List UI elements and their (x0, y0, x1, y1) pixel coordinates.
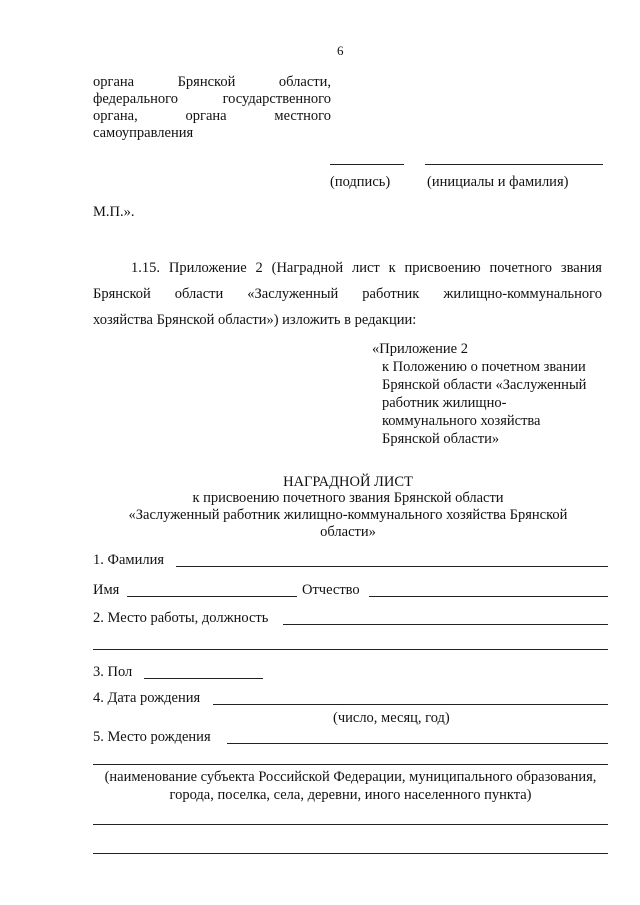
organ-text (93, 74, 331, 142)
surname-field[interactable] (176, 566, 608, 567)
form-title: НАГРАДНОЙ ЛИСТ (283, 474, 413, 490)
birth-place-hint-2: города, поселка, села, деревни, иного населенного пункта) (169, 787, 532, 803)
amendment-line-2: Брянской области «Заслуженный работник жилищно-коммунального (93, 286, 602, 302)
form-subtitle-3: области» (320, 524, 376, 540)
stamp-mark: М.П.». (93, 204, 135, 220)
signature-label: (подпись) (330, 174, 391, 190)
initials-label: (инициалы и фамилия) (427, 174, 569, 190)
birth-place-hint-1: (наименование субъекта Российской Федерации, муниципального образования, (104, 769, 597, 785)
workplace-field-continued[interactable] (93, 649, 608, 650)
sex-field[interactable] (144, 678, 263, 679)
birth-place-label: 5. Место рождения (93, 729, 211, 745)
initials-line (425, 164, 603, 165)
surname-label: 1. Фамилия (93, 552, 164, 568)
workplace-label: 2. Место работы, должность (93, 610, 269, 626)
amendment-line-1: 1.15. Приложение 2 (Наградной лист к присвоению почетного звания (131, 260, 602, 276)
workplace-field[interactable] (283, 624, 608, 625)
sex-label: 3. Пол (93, 664, 133, 680)
organ-line-2: федерального государственного (93, 91, 331, 107)
birth-date-field[interactable] (213, 704, 608, 705)
appendix-header: «Приложение 2 к Положению о почетном звании Брянской области «Заслуженный работник жилищно- коммунального хозяйства Брянской области» (372, 341, 587, 447)
birth-date-label: 4. Дата рождения (93, 690, 201, 706)
amendment-line-3: хозяйства Брянской области») изложить в редакции: (93, 312, 417, 328)
extra-line-1[interactable] (93, 824, 608, 825)
organ-line-4: самоуправления (93, 125, 194, 141)
birth-place-field-continued[interactable] (93, 764, 608, 765)
organ-line-3: органа, органа местного (93, 108, 331, 124)
birth-place-field[interactable] (227, 743, 608, 744)
extra-line-2[interactable] (93, 853, 608, 854)
birth-date-hint: (число, месяц, год) (333, 710, 450, 726)
signature-line (330, 164, 404, 165)
page-number: 6 (337, 43, 344, 58)
form-subtitle-2: «Заслуженный работник жилищно-коммунального хозяйства Брянской (128, 507, 568, 523)
name-field[interactable] (127, 596, 297, 597)
form-subtitle-1: к присвоению почетного звания Брянской области (192, 490, 504, 506)
patronymic-label: Отчество (302, 582, 360, 598)
organ-line-1: органа Брянской области, (93, 74, 331, 90)
patronymic-field[interactable] (369, 596, 608, 597)
name-label: Имя (93, 582, 120, 598)
